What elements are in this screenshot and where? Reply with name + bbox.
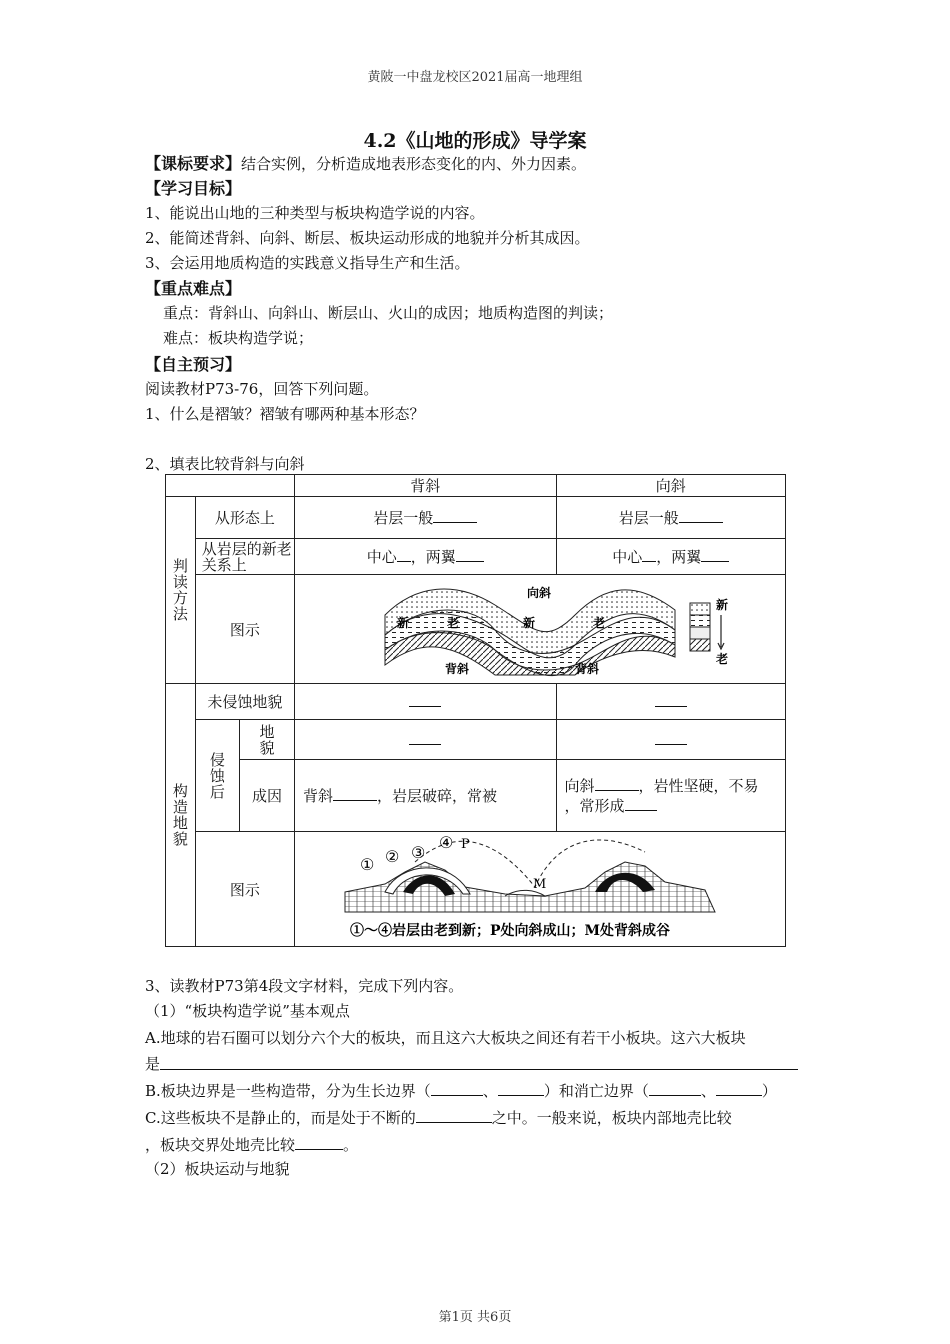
comparison-table	[165, 474, 786, 947]
zhongdian-line: 重点：背斜山、向斜山、断层山、火山的成因；地质构造图的判读；	[163, 304, 614, 322]
q3-sub2: （2）板块运动与地貌	[145, 1160, 290, 1178]
page-header: 黄陂一中盘龙校区2021届高一地理组	[367, 70, 583, 85]
legend-lao: 老	[715, 652, 728, 666]
cell-answer: 背斜 ，岩层破碎，常被	[294, 760, 556, 832]
label-xin: 新	[396, 616, 409, 630]
strata-legend	[690, 597, 728, 666]
fold-diagram	[295, 575, 785, 679]
zhongdian-label: 【重点难点】	[145, 279, 242, 298]
kebiao-label: 【课标要求】	[145, 154, 242, 173]
group-panduan: 判读方法	[166, 497, 196, 684]
label-xin: 新	[522, 616, 535, 630]
label-lao: 老	[592, 616, 605, 630]
row-label: 成因	[240, 760, 295, 832]
answer-line	[160, 1069, 798, 1070]
mubiao-label: 【学习目标】	[145, 179, 242, 198]
header-empty-cell	[166, 475, 295, 497]
table-row	[166, 497, 786, 539]
label-p: P	[460, 837, 470, 852]
cell-answer: 中心 ，两翼	[556, 539, 785, 575]
page-footer: 第1页 共6页	[438, 1310, 512, 1325]
q3-a2: 是	[145, 1055, 161, 1073]
cell-answer	[294, 720, 556, 760]
cell-answer: 中心 ，两翼	[294, 539, 556, 575]
yuxi-label: 【自主预习】	[145, 355, 242, 374]
mubiao-item: 1、能说出山地的三种类型与板块构造学说的内容。	[145, 204, 485, 222]
table-row	[166, 539, 786, 575]
mubiao-item: 3、会运用地质构造的实践意义指导生产和生活。	[145, 254, 470, 272]
kebiao-text: 结合实例，分析造成地表形态变化的内、外力因素。	[241, 155, 587, 173]
mubiao-item: 2、能简述背斜、向斜、断层、板块运动形成的地貌并分析其成因。	[145, 229, 590, 247]
q3-b: B.板块边界是一些构造带，分为生长边界（ 、 ）和消亡边界（ 、 ）	[145, 1082, 777, 1100]
stratum-number: ④	[438, 833, 454, 852]
row-label: 地貌	[240, 720, 295, 760]
q3-sub1: （1）“板块构造学说”基本观点	[145, 1002, 350, 1020]
kebiao-line	[145, 151, 586, 174]
nandian-line: 难点：板块构造学说；	[163, 329, 314, 347]
cell-answer	[294, 684, 556, 720]
table-row	[166, 575, 786, 684]
cell-answer: 向斜 ，岩性坚硬，不易 ，常形成	[556, 760, 785, 832]
fold-diagram-cell	[294, 575, 785, 684]
group-gouzao: 构造地貌	[166, 684, 196, 947]
question-3: 3、读教材P73第4段文字材料，完成下列内容。	[145, 977, 464, 995]
q3-c2: ，板块交界处地壳比较 。	[145, 1136, 359, 1154]
cell-answer: 岩层一般	[556, 497, 785, 539]
page-title: 4.2《山地的形成》导学案	[363, 130, 587, 152]
table-row	[166, 760, 786, 832]
row-label: 从形态上	[195, 497, 294, 539]
label-m: M	[532, 877, 547, 892]
erosion-diagram-cell	[294, 832, 785, 947]
col-xiangxie: 向斜	[556, 475, 785, 497]
erosion-caption: ①～④岩层由老到新；P处向斜成山；M处背斜成谷	[349, 923, 671, 939]
label-beixie: 背斜	[444, 662, 469, 676]
stratum-number: ①	[359, 855, 375, 874]
col-beixie: 背斜	[294, 475, 556, 497]
stratum-number: ③	[410, 843, 426, 862]
label-xiangxie: 向斜	[526, 586, 551, 600]
row-label: 从岩层的新老关系上	[195, 539, 294, 575]
table-header-row	[166, 475, 786, 497]
table-row	[166, 684, 786, 720]
row-label: 图示	[195, 832, 294, 947]
label-beixie: 背斜	[574, 662, 599, 676]
stratum-number: ②	[384, 847, 400, 866]
cell-answer	[556, 720, 785, 760]
label-lao: 老	[446, 616, 459, 630]
legend-xin: 新	[715, 598, 728, 612]
cell-answer	[556, 684, 785, 720]
table-row	[166, 832, 786, 947]
q3-a: A.地球的岩石圈可以划分六个大的板块，而且这六大板块之间还有若干小板块。这六大板块	[145, 1029, 746, 1047]
yuxi-intro: 阅读教材P73-76，回答下列问题。	[145, 380, 379, 398]
q3-c: C.这些板块不是静止的，而是处于不断的 之中。一般来说，板块内部地壳比较	[145, 1109, 732, 1127]
row-label: 图示	[195, 575, 294, 684]
question-2: 2、填表比较背斜与向斜	[145, 455, 305, 473]
row-label: 未侵蚀地貌	[195, 684, 294, 720]
table-row	[166, 720, 786, 760]
cell-answer: 岩层一般	[294, 497, 556, 539]
sub-qinshihou: 侵蚀后	[195, 720, 239, 832]
question-1: 1、什么是褶皱？褶皱有哪两种基本形态？	[145, 405, 425, 423]
erosion-diagram	[295, 832, 785, 942]
